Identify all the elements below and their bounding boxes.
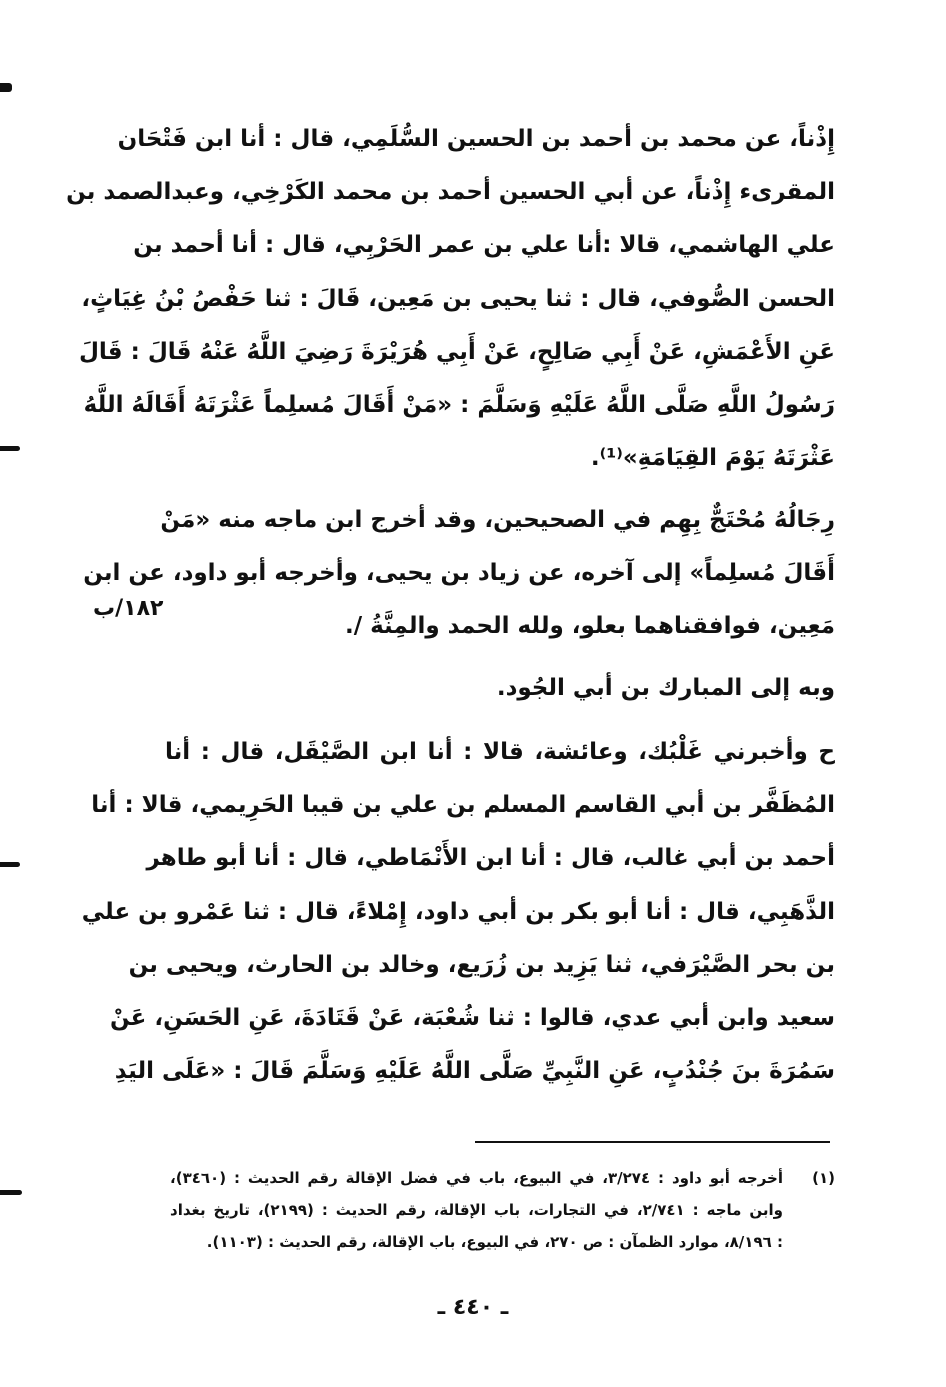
paragraph-hadith-isnad-2 [81, 726, 835, 1098]
text-line: المُظَفَّر بن أبي القاسم المسلم بن علي بن قيبا الحَرِيمي، قالا : أنا [91, 792, 835, 819]
footnote-separator [475, 1141, 830, 1143]
text-line: أَقَالَ مُسلِماً» إلى آخره، عن زياد بن يحيى، وأخرجه أبو داود، عن ابن [83, 560, 835, 587]
text-line: مَعِين، فوافقناهما بعلو، ولله الحمد والمِنَّةُ /. [344, 613, 835, 640]
paragraph-hadith-isnad-1 [66, 113, 835, 485]
footnote-number: (١) [812, 1169, 835, 1187]
text-line: رَسُولُ اللَّهِ صَلَّى اللَّهُ عَلَيْهِ وَسَلَّمَ : «مَنْ أَقَالَ مُسلِماً عَثْرَتَهُ أَقَالَهُ اللَّهُ [83, 392, 835, 419]
paragraph-chain-intro [165, 662, 835, 715]
text-line: أحمد بن أبي غالب، قال : أنا ابن الأَنْمَاطي، قال : أنا أبو طاهر [146, 845, 835, 872]
page-number: ـ ٤٤٠ ـ [437, 1295, 509, 1320]
edge-mark [0, 83, 12, 92]
text-line: سعيد وابن أبي عدي، قالوا : ثنا شُعْبَة، عَنْ قَتَادَةَ، عَنِ الحَسَنِ، عَنْ [109, 1005, 835, 1032]
text-line: رِجَالُهُ مُحْتَجٌّ بِهِم في الصحيحين، وقد أخرج ابن ماجه منه «مَنْ [160, 507, 835, 533]
footnote-line: أخرجه أبو داود : ٣/٢٧٤، في البيوع، باب في فضل الإقالة رقم الحديث : (٣٤٦٠)، [170, 1169, 783, 1187]
footnote-body [170, 1162, 783, 1258]
text-line: إِذْناً، عن محمد بن أحمد بن الحسين السُّلَمِي، قال : أنا ابن فَتْحَان [117, 126, 835, 152]
edge-mark [0, 1190, 22, 1195]
edge-mark [0, 446, 20, 451]
footnote-line: : ٨/١٩٦، موارد الظمآن : ص ٢٧٠، في البيوع، باب الإقالة، رقم الحديث : (١١٠٣). [206, 1233, 783, 1251]
text-line: ح وأخبرني غَلْبُك، وعائشة، قالا : أنا ابن الصَّيْقَل، قال : أنا [165, 739, 835, 765]
text-line: المقرىء إِذْناً، عن أبي الحسين أحمد بن محمد الكَرْخِي، وعبدالصمد بن [66, 179, 835, 206]
text-line: الذَّهَبِي، قال : أنا أبو بكر بن أبي داود، إِمْلاءً، قال : ثنا عَمْرو بن علي [81, 898, 835, 925]
text-line: بن بحر الصَّيْرَفي، ثنا يَزِيد بن زُرَيع، وخالد بن الحارث، ويحيى بن [128, 951, 835, 978]
edge-mark [0, 862, 20, 867]
text-line: وبه إلى المبارك بن أبي الجُود. [496, 675, 835, 701]
text-line: سَمُرَةَ بنَ جُنْدُبٍ، عَنِ النَّبِيِّ صَلَّى اللَّهُ عَلَيْهِ وَسَلَّمَ قَالَ : «عَلَى اليَدِ [114, 1058, 835, 1085]
text-line: الحسن الصُّوفي، قال : ثنا يحيى بن مَعِين، قَالَ : ثنا حَفْصُ بْنُ غِيَاثٍ، [81, 285, 835, 312]
footnote [170, 1162, 835, 1258]
text-line: عَثْرَتَهُ يَوْمَ القِيَامَةِ»⁽¹⁾. [590, 445, 835, 472]
footnote-line: وابن ماجه : ٢/٧٤١، في التجارات، باب الإقالة، رقم الحديث : (٢١٩٩)، تاريخ بغداد [170, 1201, 783, 1219]
manuscript-folio-note: ١٨٢/ب [93, 596, 164, 621]
text-line: عَنِ الأَعْمَشِ، عَنْ أَبِي صَالِحٍ، عَنْ أَبِي هُرَيْرَةَ رَضِيَ اللَّهُ عَنْهُ قَالَ : قَالَ [78, 338, 835, 365]
text-line: علي الهاشمي، قالا :أنا علي بن عمر الحَرْبِي، قال : أنا أحمد بن [133, 232, 835, 259]
